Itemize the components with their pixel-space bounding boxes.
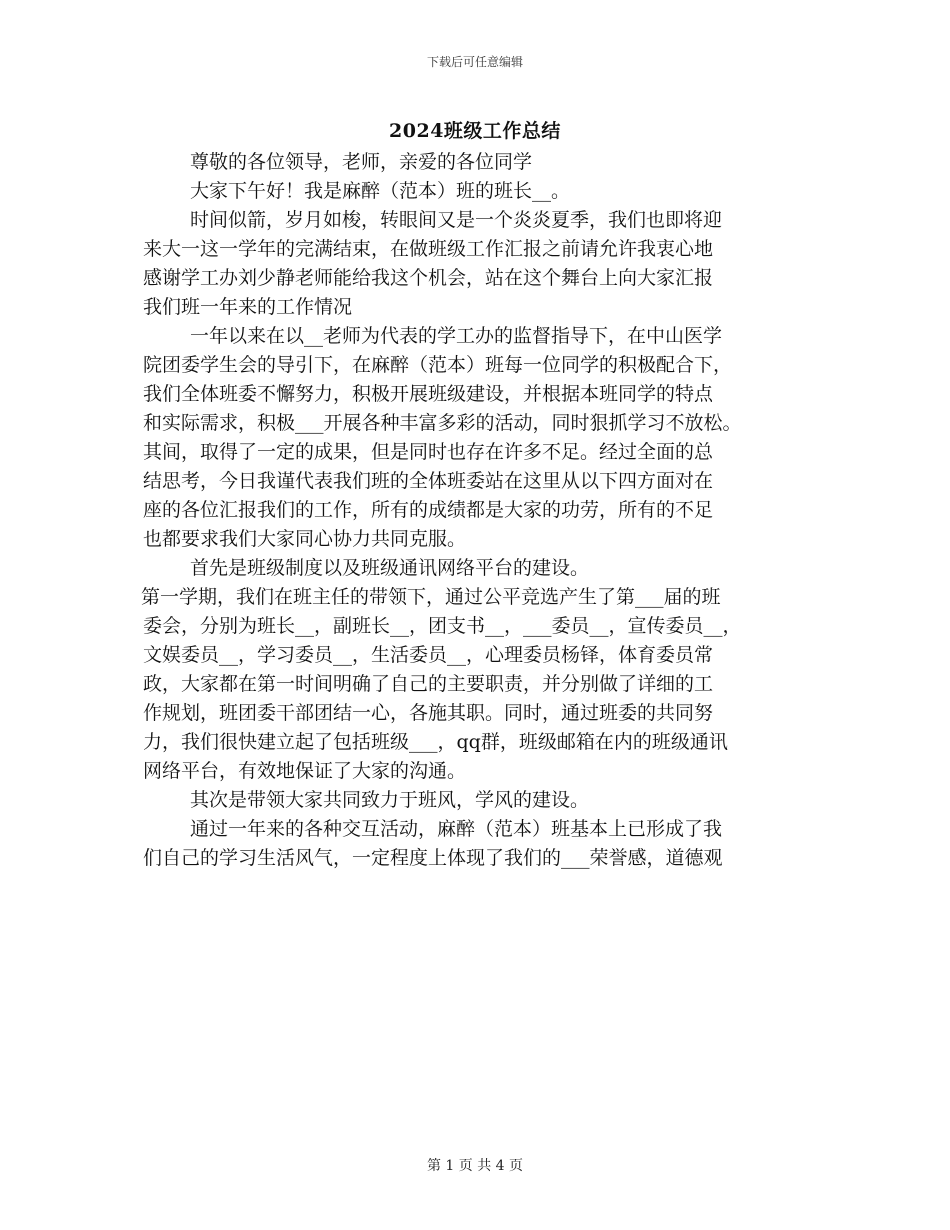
text-line: 委会，分别为班长__，副班长__，团支书__，___委员__，宣传委员__， [143, 615, 742, 637]
text-line: 我们全体班委不懈努力，积极开展班级建设，并根据本班同学的特点 [143, 383, 714, 405]
text-line: 结思考，今日我谨代表我们班的全体班委站在这里从以下四方面对在 [143, 470, 714, 492]
salutation-line: 尊敬的各位领导，老师，亲爱的各位同学 [190, 151, 533, 173]
section-heading-line: 首先是班级制度以及班级通讯网络平台的建设。 [190, 557, 590, 579]
text-line: 院团委学生会的导引下，在麻醉（范本）班每一位同学的积极配合下， [143, 354, 733, 376]
text-line: 一年以来在以__老师为代表的学工办的监督指导下，在中山医学 [190, 325, 723, 347]
text-line: 文娱委员__，学习委员__，生活委员__，心理委员杨铎，体育委员常 [143, 644, 714, 666]
text-line: 作规划，班团委干部团结一心，各施其职。同时，通过班委的共同努 [143, 702, 714, 724]
section-heading-line: 其次是带领大家共同致力于班风，学风的建设。 [190, 789, 590, 811]
text-line: 座的各位汇报我们的工作，所有的成绩都是大家的功劳，所有的不足 [143, 499, 714, 521]
text-line: 通过一年来的各种交互活动，麻醉（范本）班基本上已形成了我 [190, 818, 723, 840]
page-number-footer: 第 1 页 共 4 页 [426, 1158, 524, 1174]
text-line: 感谢学工办刘少静老师能给我这个机会，站在这个舞台上向大家汇报 [143, 267, 714, 289]
text-line: 也都要求我们大家同心协力共同克服。 [143, 528, 467, 550]
text-line: 力，我们很快建立起了包括班级___，qq群，班级邮箱在内的班级通讯 [143, 731, 728, 753]
text-line: 时间似箭，岁月如梭，转眼间又是一个炎炎夏季，我们也即将迎 [190, 209, 723, 231]
text-line: 我们班一年来的工作情况 [143, 296, 353, 318]
text-line: 其间，取得了一定的成果，但是同时也存在许多不足。经过全面的总 [143, 441, 714, 463]
text-line: 和实际需求，积极___开展各种丰富多彩的活动，同时狠抓学习不放松。 [143, 412, 742, 434]
text-line: 网络平台，有效地保证了大家的沟通。 [143, 760, 467, 782]
text-line: 们自己的学习生活风气，一定程度上体现了我们的___荣誉感，道德观 [143, 847, 723, 869]
text-line: 第一学期，我们在班主任的带领下，通过公平竞选产生了第___届的班 [141, 586, 721, 608]
text-line: 来大一这一学年的完满结束，在做班级工作汇报之前请允许我衷心地 [143, 238, 714, 260]
page-header-note: 下载后可任意编辑 [426, 55, 523, 69]
greeting-line: 大家下午好！我是麻醉（范本）班的班长__。 [190, 180, 571, 202]
text-line: 政，大家都在第一时间明确了自己的主要职责，并分别做了详细的工 [143, 673, 714, 695]
document-title: 2024班级工作总结 [389, 120, 561, 142]
document-body [143, 148, 823, 873]
